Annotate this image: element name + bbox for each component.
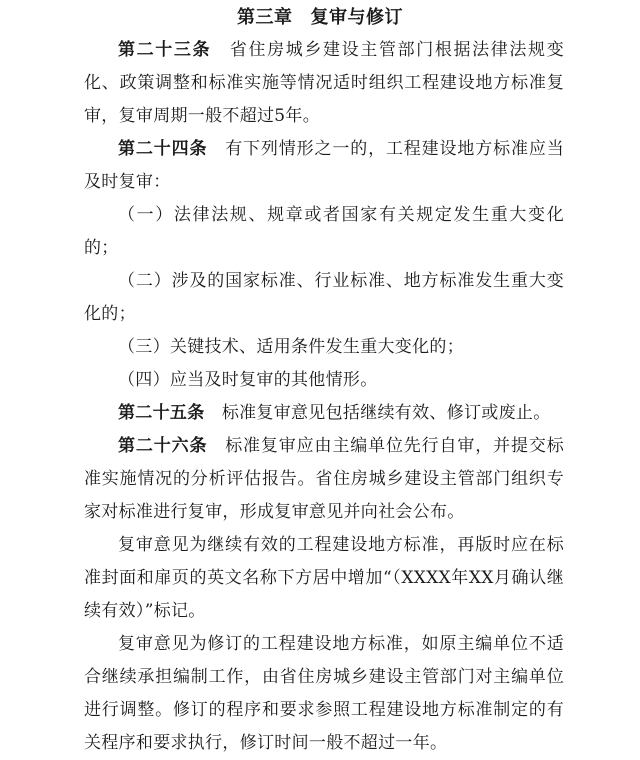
list-item: （二）涉及的国家标准、行业标准、地方标准发生重大变化的；: [84, 271, 564, 324]
chapter-title: 复审与修订: [310, 7, 403, 28]
paragraph-continue-valid: 复审意见为继续有效的工程建设地方标准，再版时应在标准封面和扉页的英文名称下方居中增加“（XXXX年XX月确认继续有效）”标记。: [84, 535, 564, 621]
document-body: [84, 34, 564, 760]
list-item: （四）应当及时复审的其他情形。: [118, 370, 378, 390]
article-25: [84, 397, 564, 430]
article-label: 第二十四条: [118, 139, 208, 159]
chapter-number: 第三章: [237, 7, 293, 28]
article-text: 标准复审意见包括继续有效、修订或废止。: [221, 403, 551, 423]
list-item: （三）关键技术、适用条件发生重大变化的；: [118, 337, 464, 357]
article-label: 第二十三条: [118, 40, 212, 60]
article-label: 第二十五条: [118, 403, 205, 423]
article-text: 标准复审应由主编单位先行自审，并提交标准实施情况的分析评估报告。省住房城乡建设主管部门组织专家对标准进行复审，形成复审意见并向社会公布。: [84, 436, 564, 522]
article-text: 省住房城乡建设主管部门根据法律法规变化、政策调整和标准实施等情况适时组织工程建设地方标准复审，复审周期一般不超过5年。: [84, 40, 564, 126]
paragraph-revision: 复审意见为修订的工程建设地方标准，如原主编单位不适合继续承担编制工作，由省住房城乡建设主管部门对主编单位进行调整。修订的程序和要求参照工程建设地方标准制定的有关程序和要求执行，修订时间一般不超过一年。: [84, 634, 564, 753]
article-26: [84, 430, 564, 529]
article-24: [84, 133, 564, 199]
article-23: [84, 34, 564, 133]
article-label: 第二十六条: [118, 436, 208, 456]
article-text: 有下列情形之一的，工程建设地方标准应当及时复审：: [84, 139, 564, 192]
list-item: （一）法律法规、规章或者国家有关规定发生重大变化的；: [84, 205, 564, 258]
chapter-heading: [0, 6, 640, 30]
